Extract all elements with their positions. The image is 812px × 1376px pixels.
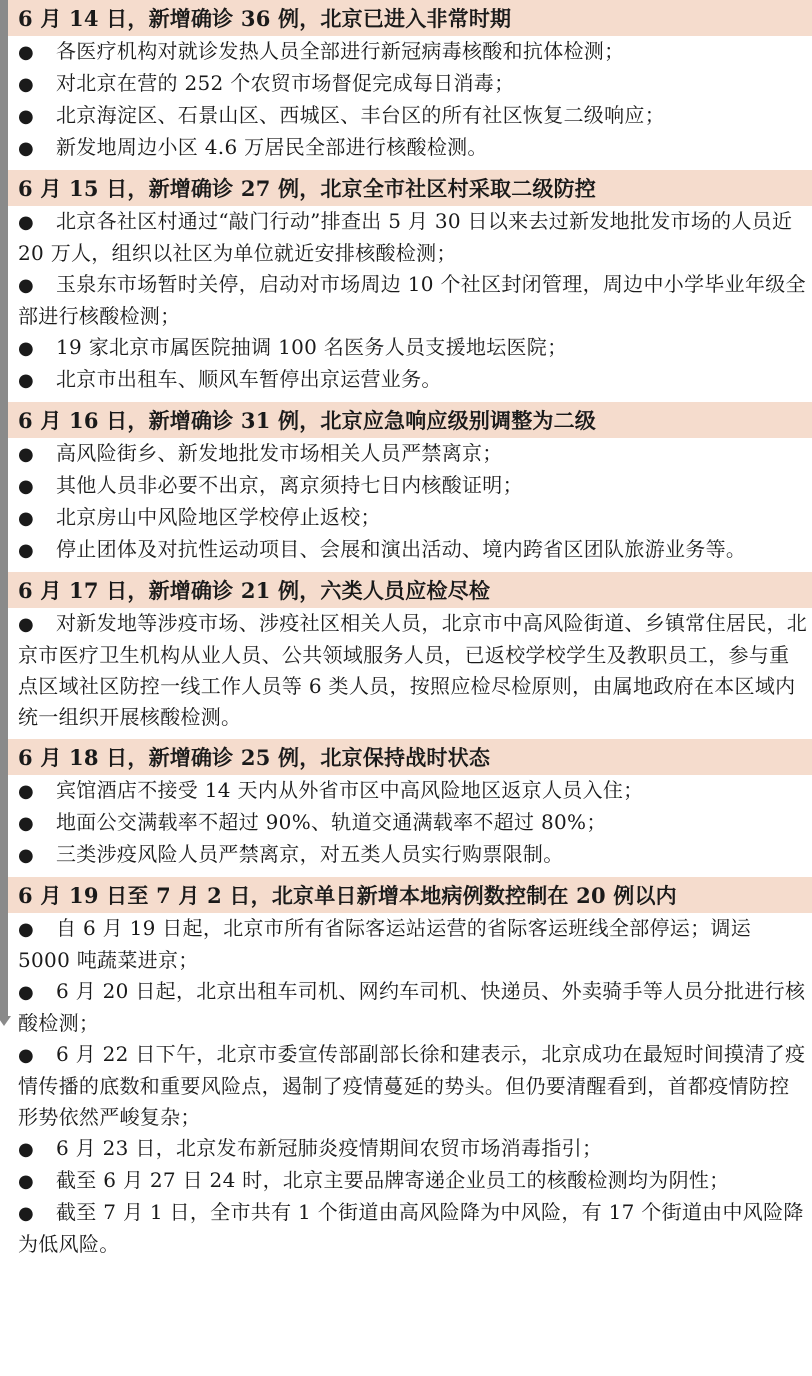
measure-item [18,976,808,1039]
timeline-section [8,739,812,871]
measure-item [18,36,808,68]
measure-item [18,68,808,100]
measure-item [18,913,808,976]
measure-text: 截至 6 月 27 日 24 时，北京主要品牌寄递企业员工的核酸检测均为阴性； [56,1168,730,1192]
bullet-icon: ● [18,138,35,159]
timeline-section [8,402,812,566]
measure-list [8,608,812,733]
measure-item [18,1197,808,1260]
section-title: 6 月 14 日，新增确诊 36 例，北京已进入非常时期 [8,0,812,36]
measure-item [18,1133,808,1165]
measure-list [8,36,812,164]
measure-item [18,100,808,132]
timeline-section [8,170,812,396]
bullet-icon: ● [18,982,35,1003]
bullet-icon: ● [18,845,35,866]
bullet-icon: ● [18,540,35,561]
section-title: 6 月 17 日，新增确诊 21 例，六类人员应检尽检 [8,572,812,608]
bullet-icon: ● [18,919,35,940]
section-title: 6 月 16 日，新增确诊 31 例，北京应急响应级别调整为二级 [8,402,812,438]
measure-item [18,502,808,534]
measure-text: 北京海淀区、石景山区、西城区、丰台区的所有社区恢复二级响应； [56,103,665,127]
bullet-icon: ● [18,106,35,127]
bullet-icon: ● [18,444,35,465]
bullet-icon: ● [18,1171,35,1192]
section-title: 6 月 19 日至 7 月 2 日，北京单日新增本地病例数控制在 20 例以内 [8,877,812,913]
measure-text: 19 家北京市属医院抽调 100 名医务人员支援地坛医院； [56,335,568,359]
bullet-icon: ● [18,614,35,635]
measure-text: 三类涉疫风险人员严禁离京，对五类人员实行购票限制。 [56,842,564,866]
timeline-section [8,0,812,164]
measure-text: 6 月 22 日下午，北京市委宣传部副部长徐和建表示，北京成功在最短时间摸清了疫情传播的底数和重要风险点，遏制了疫情蔓延的势头。但仍要清醒看到，首都疫情防控形势依然严峻复杂； [18,1042,806,1129]
measure-item [18,470,808,502]
section-title: 6 月 15 日，新增确诊 27 例，北京全市社区村采取二级防控 [8,170,812,206]
bullet-icon: ● [18,781,35,802]
measure-text: 高风险街乡、新发地批发市场相关人员严禁离京； [56,441,503,465]
bullet-icon: ● [18,42,35,63]
measure-item [18,438,808,470]
measure-list [8,775,812,871]
measure-list [8,913,812,1260]
measure-item [18,608,808,733]
measure-text: 对新发地等涉疫市场、涉疫社区相关人员，北京市中高风险街道、乡镇常住居民，北京市医疗卫生机构从业人员、公共领域服务人员，已返校学校学生及教职员工，参与重点区域社区防控一线工作人员等 6 类人员，按照应检尽检原则，由属地政府在本区域内统一组织开展核酸检测。 [18,611,808,729]
measure-item [18,807,808,839]
bullet-icon: ● [18,1139,35,1160]
measure-text: 玉泉东市场暂时关停，启动对市场周边 10 个社区封闭管理，周边中小学毕业年级全部进行核酸检测； [18,272,806,328]
bullet-icon: ● [18,813,35,834]
bullet-icon: ● [18,275,35,296]
measure-text: 6 月 20 日起，北京出租车司机、网约车司机、快递员、外卖骑手等人员分批进行核酸检测； [18,979,806,1035]
section-title: 6 月 18 日，新增确诊 25 例，北京保持战时状态 [8,739,812,775]
measure-item [18,206,808,269]
measure-text: 截至 7 月 1 日，全市共有 1 个街道由高风险降为中风险，有 17 个街道由中风险降为低风险。 [18,1200,804,1256]
measure-item [18,364,808,396]
measure-item [18,269,808,332]
bullet-icon: ● [18,508,35,529]
measure-item [18,1165,808,1197]
measure-text: 地面公交满载率不超过 90%、轨道交通满载率不超过 80%； [56,810,607,834]
measure-text: 6 月 23 日，北京发布新冠肺炎疫情期间农贸市场消毒指引； [56,1136,603,1160]
measure-text: 其他人员非必要不出京，离京须持七日内核酸证明； [56,473,523,497]
measure-text: 北京各社区村通过“敲门行动”排查出 5 月 30 日以来去过新发地批发市场的人员近 20 万人，组织以社区为单位就近安排核酸检测； [18,209,793,265]
timeline-line [0,0,8,1018]
measure-text: 北京房山中风险地区学校停止返校； [56,505,381,529]
measure-text: 宾馆酒店不接受 14 天内从外省市区中高风险地区返京人员入住； [56,778,644,802]
measure-item [18,132,808,164]
bullet-icon: ● [18,74,35,95]
measure-item [18,332,808,364]
bullet-icon: ● [18,212,35,233]
measure-list [8,438,812,566]
measure-text: 新发地周边小区 4.6 万居民全部进行核酸检测。 [56,135,488,159]
measure-text: 自 6 月 19 日起，北京市所有省际客运站运营的省际客运班线全部停运；调运 5000 吨蔬菜进京； [18,916,752,972]
timeline-content [8,0,812,1266]
measure-list [8,206,812,396]
measure-text: 对北京在营的 252 个农贸市场督促完成每日消毒； [56,71,515,95]
measure-text: 北京市出租车、顺风车暂停出京运营业务。 [56,367,442,391]
timeline-section [8,877,812,1260]
bullet-icon: ● [18,476,35,497]
measure-item [18,1039,808,1133]
measure-item [18,534,808,566]
bullet-icon: ● [18,1045,35,1066]
measure-text: 各医疗机构对就诊发热人员全部进行新冠病毒核酸和抗体检测； [56,39,625,63]
measure-text: 停止团体及对抗性运动项目、会展和演出活动、境内跨省区团队旅游业务等。 [56,537,747,561]
measure-item [18,775,808,807]
bullet-icon: ● [18,338,35,359]
bullet-icon: ● [18,370,35,391]
measure-item [18,839,808,871]
timeline-section [8,572,812,733]
bullet-icon: ● [18,1203,35,1224]
